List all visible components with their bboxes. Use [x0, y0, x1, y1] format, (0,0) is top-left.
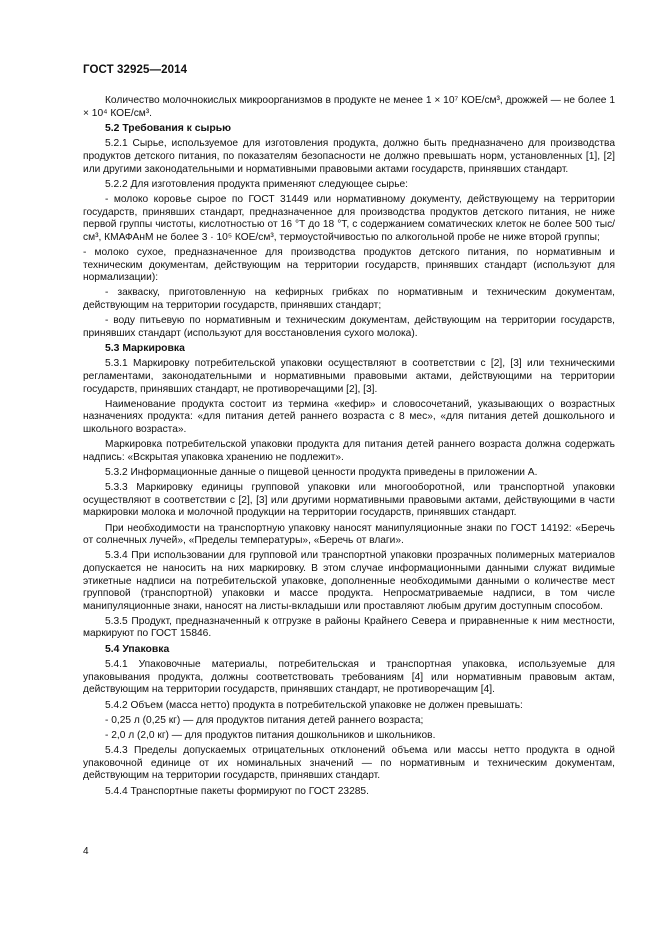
- section-heading-5-2: 5.2 Требования к сырью: [105, 122, 232, 134]
- paragraph-5-4-2: 5.4.2 Объем (масса нетто) продукта в потребительской упаковке не должен превышать:: [105, 699, 523, 711]
- paragraph-5-3-1: 5.3.1 Маркировку потребительской упаковки осуществляют в соответствии с [2], [3] или техническими регламентами, законодательными и нормативными правовыми актами, действующими на территории государств, принявших стандарт, не противоречащими [2], [3].: [83, 358, 615, 395]
- list-item-volume-schoolchildren: - 2,0 л (2,0 кг) — для продуктов питания дошкольников и школьников.: [105, 730, 436, 741]
- document-body: [83, 95, 615, 801]
- list-item-water: - воду питьевую по нормативным и техническим документам, действующим на территории государств, принявших стандарт (используют для восстановления сухого молока).: [83, 315, 615, 339]
- section-heading-5-4: 5.4 Упаковка: [105, 643, 170, 655]
- paragraph-product-name: Наименование продукта состоит из термина «кефир» и словосочетаний, указывающих о возрастных назначениях продукта: «для питания детей раннего возраста с 8 мес», «для питания детей дошкольного и школьного возраста».: [83, 398, 615, 435]
- paragraph-5-4-3: 5.4.3 Пределы допускаемых отрицательных отклонений объема или массы нетто продукта в одной упаковочной единице от их номинальных значений — по нормативным и техническим документам, действующим на территории государств, принявших стандарт.: [83, 745, 615, 782]
- paragraph-handling-signs: При необходимости на транспортную упаковку наносят манипуляционные знаки по ГОСТ 14192: «Беречь от солнечных лучей», «Пределы температуры», «Беречь от влаги».: [83, 522, 615, 547]
- paragraph-5-2-2: 5.2.2 Для изготовления продукта применяют следующее сырье:: [105, 178, 408, 190]
- paragraph-microorganisms: Количество молочнокислых микроорганизмов в продукте не менее 1 × 10⁷ КОЕ/см³, дрожжей — не более 1 × 10⁴ КОЕ/см³.: [83, 95, 615, 119]
- list-item-starter: - закваску, приготовленную на кефирных грибках по нормативным и техническим документам, действующим на территории государств, принявших стандарт;: [83, 287, 615, 311]
- paragraph-5-2-1: 5.2.1 Сырье, используемое для изготовления продукта, должно быть предназначено для производства продуктов детского питания, по показателям безопасности не должно превышать норм, установленных [1], [2] или другими законодательными и нормативными правовыми актами государств, принявших стандарт.: [83, 138, 615, 175]
- paragraph-5-4-1: 5.4.1 Упаковочные материалы, потребительская и транспортная упаковка, используемые для упаковывания продукта, должны соответствовать требованиям [4] или нормативным правовым актам, действующим на территории государств, принявших стандарт, не противоречащим [4].: [83, 659, 615, 696]
- list-item-volume-infants: - 0,25 л (0,25 кг) — для продуктов питания детей раннего возраста;: [105, 714, 424, 726]
- paragraph-label-inscription: Маркировка потребительской упаковки продукта для питания детей раннего возраста должна содержать надпись: «Вскрытая упаковка хранению не подлежит».: [83, 439, 615, 463]
- document-header: ГОСТ 32925—2014: [83, 64, 188, 76]
- paragraph-5-3-5: 5.3.5 Продукт, предназначенный к отгрузке в районы Крайнего Севера и приравненные к ним местности, маркируют по ГОСТ 15846.: [83, 615, 615, 640]
- paragraph-5-3-3: 5.3.3 Маркировку единицы групповой упаковки или многооборотной, или транспортной упаковки осуществляют в соответствии с [2], [3] или другими нормативными правовыми актами, действующими в части маркировки молока и молочной продукции на территории государств, принявших стандарт.: [83, 482, 615, 519]
- section-heading-5-3: 5.3 Маркировка: [105, 342, 185, 354]
- list-item-dry-milk: - молоко сухое, предназначенное для производства продуктов детского питания, по нормативным и техническим документам, действующим на территории государств, принявших стандарт (используют для нормализации):: [83, 246, 615, 284]
- list-item-raw-milk: - молоко коровье сырое по ГОСТ 31449 или нормативному документу, действующему на территории государств, принявших стандарт, предназначенное для производства продуктов детского питания, не ниже первой группы чистоты, кислотностью от 16 °Т до 18 °Т, с содержанием соматических клеток не более 500 тыс/см³, КМАФАнМ не более 3 · 10⁵ КОЕ/см³, термоустойчивостью по алкогольной пробе не ниже второй группы;: [83, 193, 615, 243]
- paragraph-5-3-2: 5.3.2 Информационные данные о пищевой ценности продукта приведены в приложении А.: [105, 466, 538, 478]
- page-number: 4: [83, 846, 89, 857]
- paragraph-5-3-4: 5.3.4 При использовании для групповой или транспортной упаковки прозрачных полимерных материалов допускается не наносить на них маркировку. В этом случае информационными данными служат видимые этикетные надписи на потребительской упаковке, дополненные необходимыми данными о количестве мест групповой (транспортной) упаковки и массе продукта. Непросматриваемые надписи, в том числе манипуляционные знаки, наносят на листы-вкладыши или проставляют любым другим доступным способом.: [83, 550, 615, 612]
- paragraph-5-4-4: 5.4.4 Транспортные пакеты формируют по ГОСТ 23285.: [105, 785, 369, 797]
